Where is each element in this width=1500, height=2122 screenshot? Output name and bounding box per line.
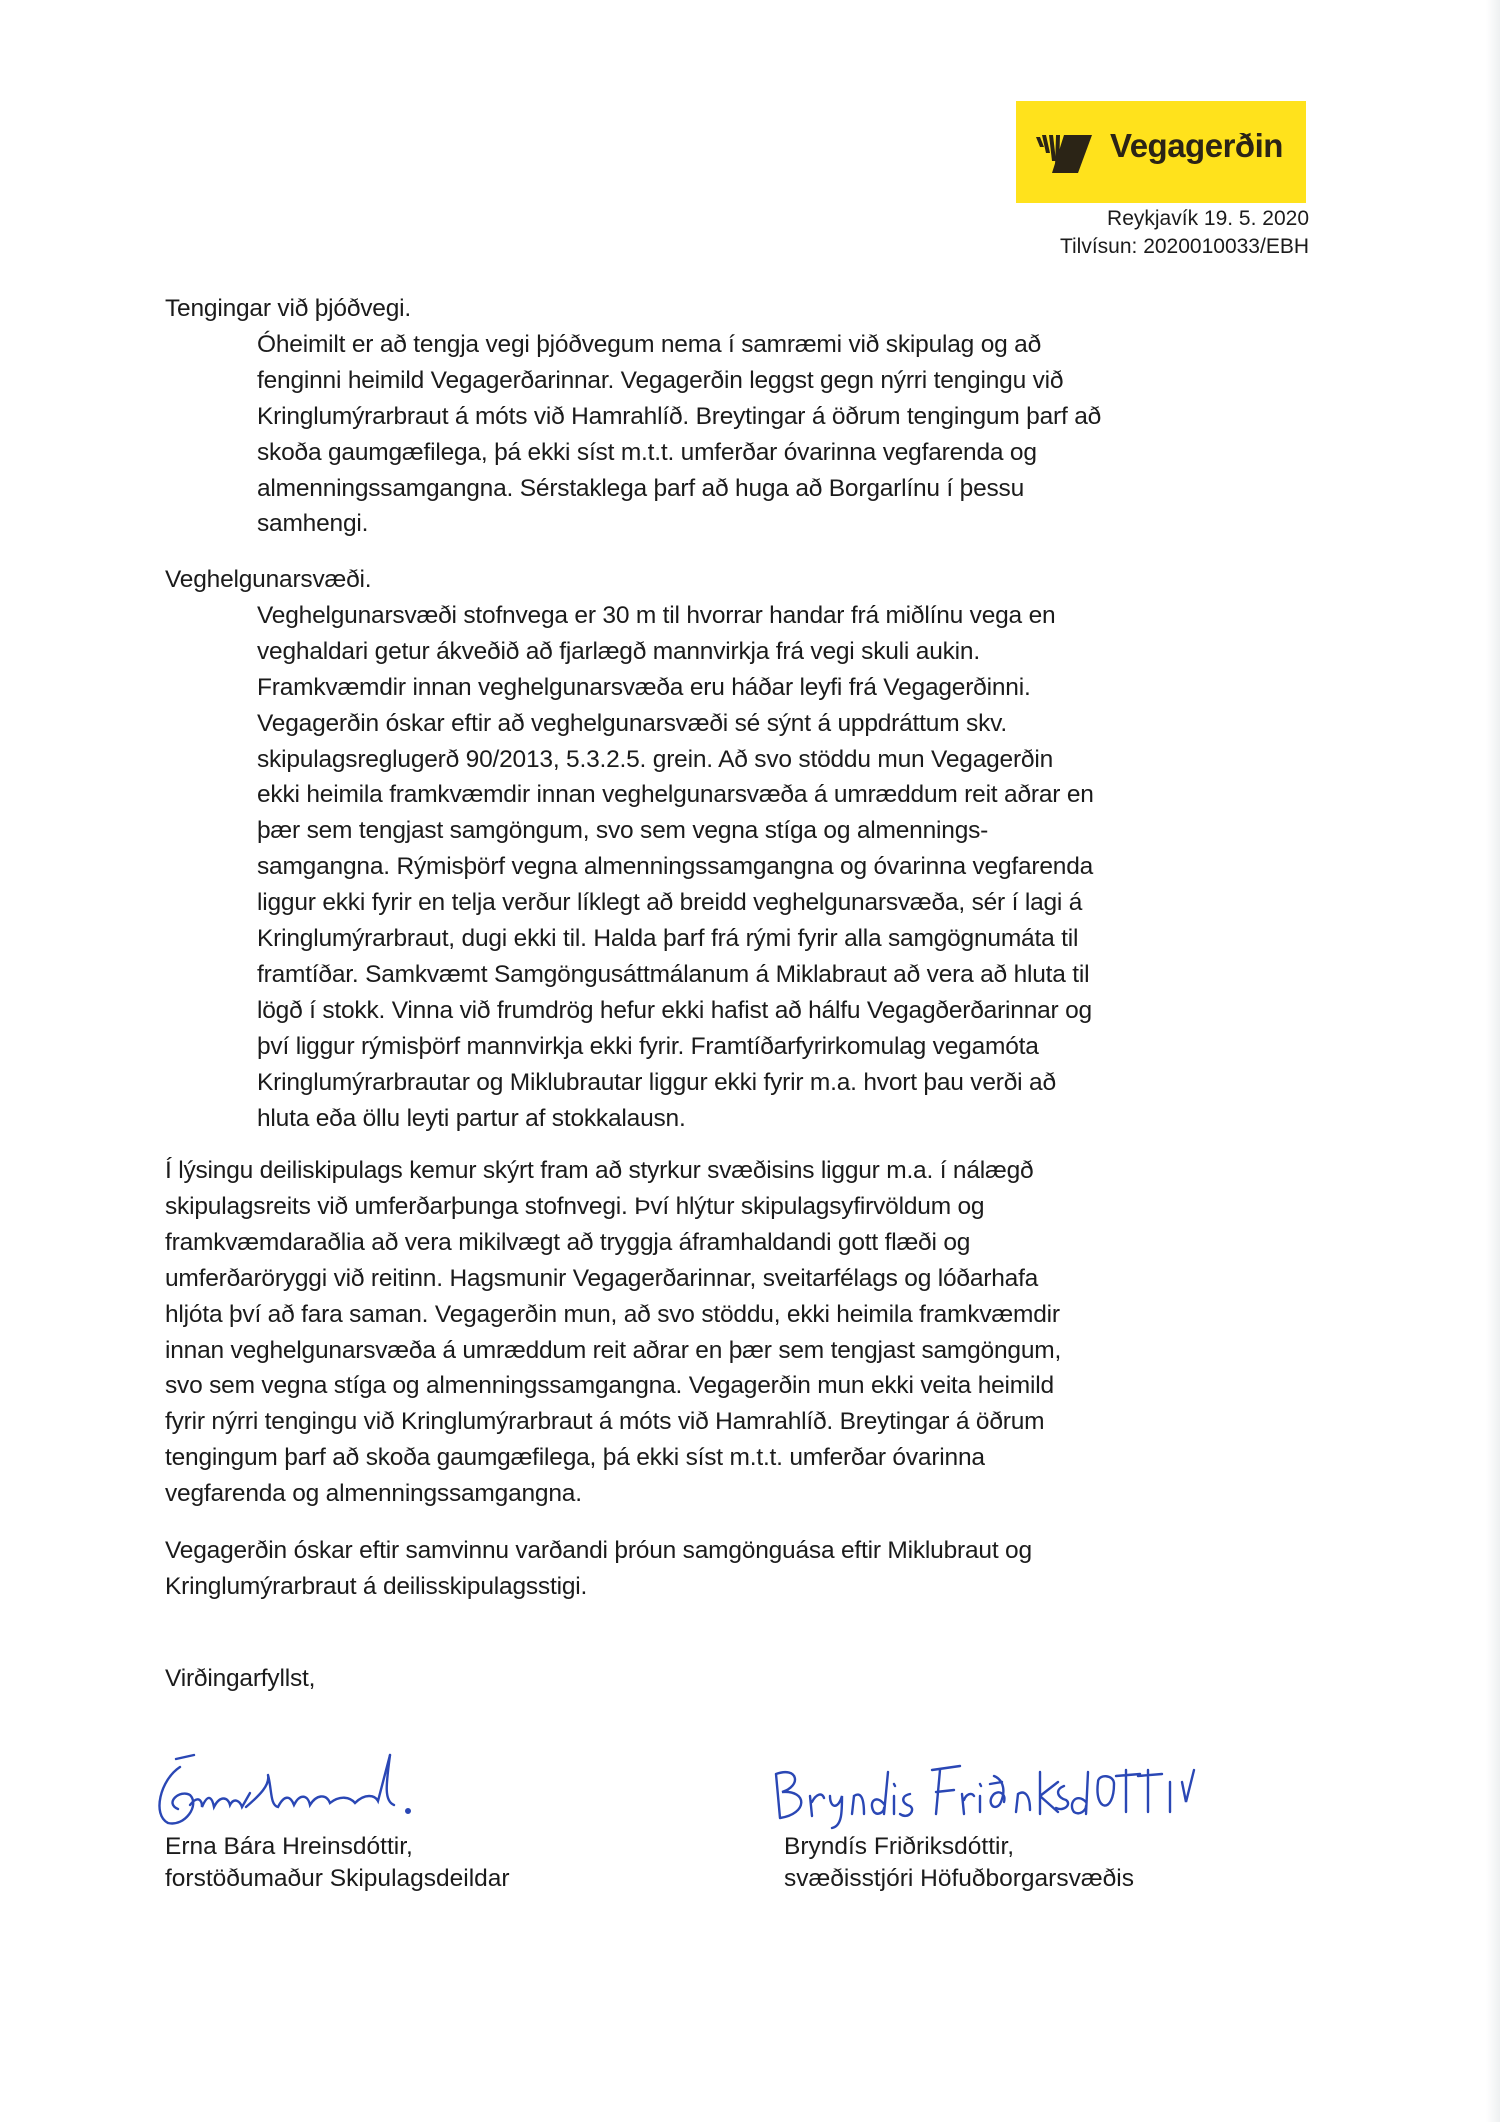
text-line: samgangna. Rýmisþörf vegna almenningssamgangna og óvarinna vegfarenda [257, 853, 1094, 881]
text-line: Vegagerðin óskar eftir að veghelgunarsvæði sé sýnt á uppdráttum skv. [257, 709, 1007, 737]
text-line: Kringlumýrarbraut á deilisskipulagsstigi. [165, 1572, 588, 1600]
text-line: umferðaröryggi við reitinn. Hagsmunir Vegagerðarinnar, sveitarfélags og lóðarhafa [165, 1264, 1039, 1292]
text-line: Kringlumýrarbraut, dugi ekki til. Halda þarf frá rými fyrir alla samgögnumáta til [257, 925, 1079, 953]
signatory-1-title: forstöðumaður Skipulagsdeildar [165, 1865, 510, 1892]
text-line: lögð í stokk. Vinna við frumdrög hefur ekki hafist að hálfu Vegagðerðarinnar og [257, 996, 1092, 1024]
text-line: Veghelgunarsvæði stofnvega er 30 m til hvorrar handar frá miðlínu vega en [257, 601, 1056, 629]
vegagerdin-logo [1016, 101, 1306, 203]
signature-erna [150, 1745, 495, 1830]
text-line: innan veghelgunarsvæða á umræddum reit aðrar en þær sem tengjast samgöngum, [165, 1336, 1062, 1364]
text-line: hluta eða öllu leyti partur af stokkalausn. [257, 1104, 686, 1132]
text-line: skoða gaumgæfilega, þá ekki síst m.t.t. umferðar óvarinna vegfarenda og [257, 438, 1037, 466]
text-line: liggur ekki fyrir en telja verður líklegt að breidd veghelgunarsvæða, sér í lagi á [257, 889, 1083, 917]
section-heading: Tengingar við þjóðvegi. [165, 295, 412, 322]
text-line: því liggur rýmisþörf mannvirkja ekki fyrir. Framtíðarfyrirkomulag vegamóta [257, 1032, 1039, 1060]
logo-text: Vegagerðin [1110, 127, 1283, 164]
text-line: svo sem vegna stíga og almenningssamgangna. Vegagerðin mun ekki veita heimild [165, 1372, 1054, 1400]
paragraph-summary [165, 1153, 1061, 1512]
text-line: samhengi. [257, 510, 369, 538]
text-line: skipulagsreglugerð 90/2013, 5.3.2.5. grein. Að svo stöddu mun Vegagerðin [257, 745, 1054, 773]
text-line: framtíðar. Samkvæmt Samgöngusáttmálanum á Miklabraut að vera að hluta til [257, 960, 1090, 988]
closing: Virðingarfyllst, [165, 1665, 316, 1692]
page-edge [1486, 0, 1500, 2122]
text-line: Kringlumýrarbrautar og Miklubrautar liggur ekki fyrir m.a. hvort þau verði að [257, 1068, 1056, 1096]
text-line: þær sem tengjast samgöngum, svo sem vegna stíga og almennings- [257, 817, 989, 845]
section-road-safety-zone [165, 562, 1094, 1137]
road-stripes-icon [1034, 131, 1104, 175]
text-line: Vegagerðin óskar eftir samvinnu varðandi þróun samgönguása eftir Miklubraut og [165, 1537, 1032, 1564]
reference-line: Tilvísun: 2020010033/EBH [1059, 235, 1309, 258]
text-line: fenginni heimild Vegagerðarinnar. Vegagerðin leggst gegn nýrri tengingu við [257, 366, 1064, 394]
signatory-1-name: Erna Bára Hreinsdóttir, [165, 1833, 413, 1860]
text-line: skipulagsreits við umferðarþunga stofnvegi. Því hlýtur skipulagsyfirvöldum og [165, 1192, 985, 1220]
text-line: Óheimilt er að tengja vegi þjóðvegum nema í samræmi við skipulag og að [257, 330, 1042, 358]
text-line: veghaldari getur ákveðið að fjarlægð mannvirkja frá vegi skuli aukin. [257, 637, 980, 665]
text-line: fyrir nýrri tengingu við Kringlumýrarbraut á móts við Hamrahlíð. Breytingar á öðrum [165, 1408, 1045, 1436]
signatory-2-name: Bryndís Friðriksdóttir, [784, 1833, 1015, 1860]
text-line: Framkvæmdir innan veghelgunarsvæða eru háðar leyfi frá Vegagerðinni. [257, 673, 1031, 701]
text-line: Í lýsingu deiliskipulags kemur skýrt fram að styrkur svæðisins liggur m.a. í nálægð [165, 1157, 1034, 1184]
section-road-connections [165, 291, 1101, 542]
date-line: Reykjavík 19. 5. 2020 [1107, 207, 1309, 230]
text-line: Kringlumýrarbraut á móts við Hamrahlíð. Breytingar á öðrum tengingum þarf að [257, 402, 1102, 430]
text-line: almenningssamgangna. Sérstaklega þarf að huga að Borgarlínu í þessu [257, 474, 1025, 502]
paragraph-cooperation [165, 1533, 1032, 1605]
text-line: hljóta því að fara saman. Vegagerðin mun, að svo stöddu, ekki heimila framkvæmdir [165, 1300, 1060, 1328]
signatory-2-title: svæðisstjóri Höfuðborgarsvæðis [784, 1865, 1134, 1892]
text-line: tengingum þarf að skoða gaumgæfilega, þá ekki síst m.t.t. umferðar óvarinna [165, 1444, 985, 1472]
text-line: ekki heimila framkvæmdir innan veghelgunarsvæða á umræddum reit aðrar en [257, 781, 1094, 809]
text-line: framkvæmdaraðlia að vera mikilvægt að tryggja áframhaldandi gott flæði og [165, 1228, 971, 1256]
text-line: vegfarenda og almenningssamgangna. [165, 1480, 582, 1508]
signature-bryndis [768, 1752, 1238, 1832]
section-heading: Veghelgunarsvæði. [165, 566, 372, 593]
